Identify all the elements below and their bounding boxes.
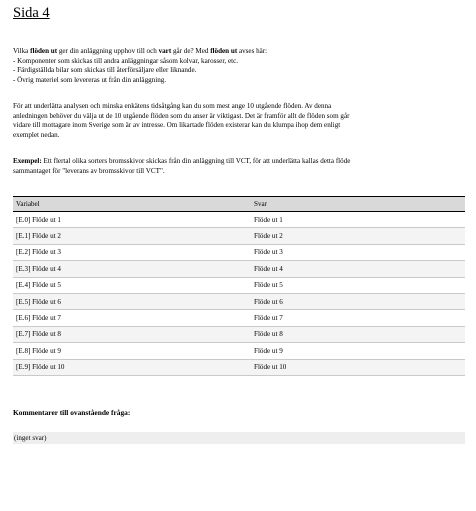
question-text (13, 47, 267, 85)
table-row (13, 277, 465, 293)
example-line (13, 157, 350, 167)
variable-cell: [E.9] Flöde ut 10 (13, 359, 251, 375)
comment-label: Kommentarer till ovanstående fråga: (13, 408, 131, 417)
variable-cell: [E.4] Flöde ut 5 (13, 277, 251, 293)
table-header-row (13, 197, 465, 212)
question-part: ger din anläggning upphov till och (57, 47, 159, 55)
answers-table (13, 196, 465, 376)
question-line (13, 47, 267, 57)
variable-cell: [E.8] Flöde ut 9 (13, 343, 251, 359)
info-line: vidare till mottagare inom Sverige som är av intresse. Om likartade flöden existerar kan du klumpa ihop dem enligt (13, 121, 341, 129)
info-line: anledningen behöver du välja ut de 10 utgående flöden som du anser är viktigast. Det är framför allt de flöden som går (13, 111, 350, 120)
answer-cell: Flöde ut 5 (251, 277, 465, 293)
answer-cell: Flöde ut 10 (251, 359, 465, 375)
table-row (13, 228, 465, 244)
table-row (13, 212, 465, 228)
example-text: Ett flertal olika sorters bromsskivor skickas från din anläggning till VCT, för att underlätta kallas detta flöde (41, 157, 351, 165)
variable-cell: [E.2] Flöde ut 3 (13, 244, 251, 260)
column-header-variable: Variabel (16, 200, 40, 208)
question-part: Vilka (13, 47, 31, 55)
variable-cell: [E.1] Flöde ut 2 (13, 228, 251, 244)
table-row (13, 343, 465, 359)
table-row (13, 244, 465, 260)
answer-cell: Flöde ut 4 (251, 261, 465, 277)
table-row (13, 310, 465, 326)
table-row (13, 359, 465, 375)
answer-cell: Flöde ut 7 (251, 310, 465, 326)
answer-cell: Flöde ut 8 (251, 326, 465, 342)
info-line: För att underlätta analysen och minska enkätens tidsåtgång kan du som mest ange 10 utgående flöden. Av denna (13, 102, 332, 110)
variable-cell: [E.6] Flöde ut 7 (13, 310, 251, 326)
answer-cell: Flöde ut 1 (251, 212, 465, 228)
answer-cell: Flöde ut 3 (251, 244, 465, 260)
variable-cell: [E.0] Flöde ut 1 (13, 212, 251, 228)
variable-cell: [E.7] Flöde ut 8 (13, 326, 251, 342)
example-paragraph (13, 157, 350, 176)
example-label: Exempel: (13, 157, 42, 165)
question-bullet: - Övrig materiel som levereras ut från din anläggning. (13, 75, 167, 84)
table-row (13, 326, 465, 342)
table-row (13, 261, 465, 277)
column-header-answer: Svar (254, 200, 268, 208)
answer-cell: Flöde ut 6 (251, 293, 465, 309)
question-bold-flows-out: flöden ut (30, 47, 58, 55)
info-paragraph (13, 102, 349, 140)
answer-cell: Flöde ut 2 (251, 228, 465, 244)
page-title: Sida 4 (13, 5, 50, 21)
question-bullet: - Komponenter som skickas till andra anläggningar såsom kolvar, karosser, etc. (13, 56, 238, 65)
question-part: går de? Med (171, 47, 211, 55)
question-bullet: - Färdigställda bilar som skickas till återförsäljare eller liknande. (13, 66, 197, 74)
variable-cell: [E.5] Flöde ut 6 (13, 293, 251, 309)
comment-answer: (inget svar) (13, 432, 465, 444)
example-line: sammantaget för "leverans av bromsskivor till VCT". (13, 166, 165, 175)
info-line: exemplet nedan. (13, 130, 60, 139)
question-bold-where: vart (158, 47, 172, 55)
question-part: avses här: (237, 47, 268, 55)
question-bold-flows-out: flöden ut (210, 47, 238, 55)
table-row (13, 293, 465, 309)
variable-cell: [E.3] Flöde ut 4 (13, 261, 251, 277)
answer-cell: Flöde ut 9 (251, 343, 465, 359)
